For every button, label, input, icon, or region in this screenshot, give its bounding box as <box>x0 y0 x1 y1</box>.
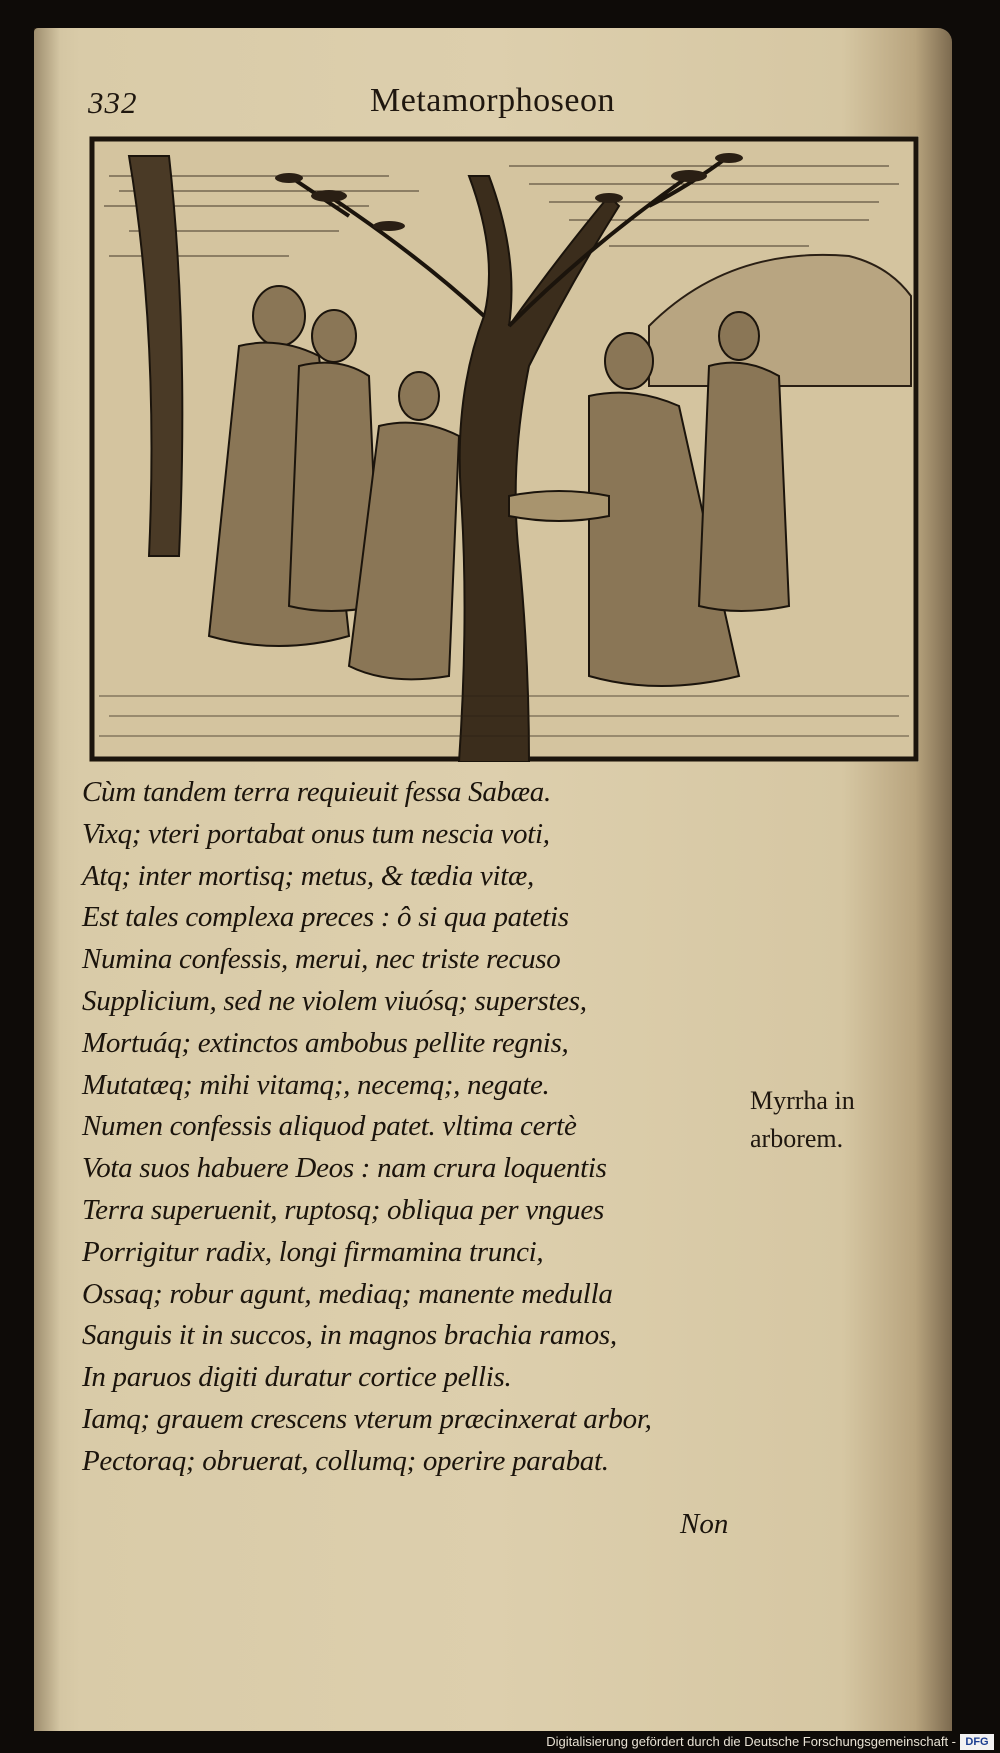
verse-line: Numen confessis aliquod patet. vltima certè <box>82 1110 577 1143</box>
verse-line: Supplicium, sed ne violem viuósq; superstes, <box>82 984 587 1017</box>
page-gutter-shadow <box>34 28 60 1741</box>
verse-line: Est tales complexa preces : ô si qua patetis <box>82 901 569 934</box>
verse-line: Pectoraq; obruerat, collumq; operire parabat. <box>82 1444 609 1477</box>
verse-line: Cùm tandem terra requieuit fessa Sabæa. <box>82 776 551 808</box>
verse-block <box>82 772 782 1483</box>
verse-line: Terra superuenit, ruptosq; obliqua per vngues <box>82 1193 604 1226</box>
catchword: Non <box>680 1508 729 1540</box>
marginal-note <box>750 1082 855 1158</box>
page-number: 332 <box>88 85 138 120</box>
verse-line: Ossaq; robur agunt, mediaq; manente medulla <box>82 1277 613 1310</box>
verse-line: Mutatæq; mihi vitamq;, necemq;, negate. <box>82 1068 550 1101</box>
verse-line: Numina confessis, merui, nec triste recuso <box>82 943 561 976</box>
digitization-credit-bar <box>0 1731 1000 1753</box>
woodcut-illustration-icon <box>89 136 919 762</box>
verse-line: Porrigitur radix, longi firmamina trunci, <box>82 1235 544 1268</box>
marginal-note-line: Myrrha in <box>750 1086 855 1115</box>
verse-line: Atq; inter mortisq; metus, & tædia vitæ, <box>82 859 534 892</box>
dfg-logo-icon: DFG <box>960 1734 994 1750</box>
verse-line: Iamq; grauem crescens vterum præcinxerat arbor, <box>82 1402 652 1435</box>
digitization-credit: Digitalisierung gefördert durch die Deutsche Forschungsgemeinschaft - <box>546 1734 956 1749</box>
verse-line: Mortuáq; extinctos ambobus pellite regnis, <box>82 1026 569 1059</box>
verse-line: Sanguis it in succos, in magnos brachia ramos, <box>82 1319 617 1352</box>
verse-line: In paruos digiti duratur cortice pellis. <box>82 1361 512 1394</box>
verse-line: Vixq; vteri portabat onus tum nescia voti, <box>82 817 550 850</box>
verse-line: Vota suos habuere Deos : nam crura loquentis <box>82 1152 607 1185</box>
marginal-note-line: arborem. <box>750 1124 844 1153</box>
running-title: Metamorphoseon <box>370 82 615 119</box>
